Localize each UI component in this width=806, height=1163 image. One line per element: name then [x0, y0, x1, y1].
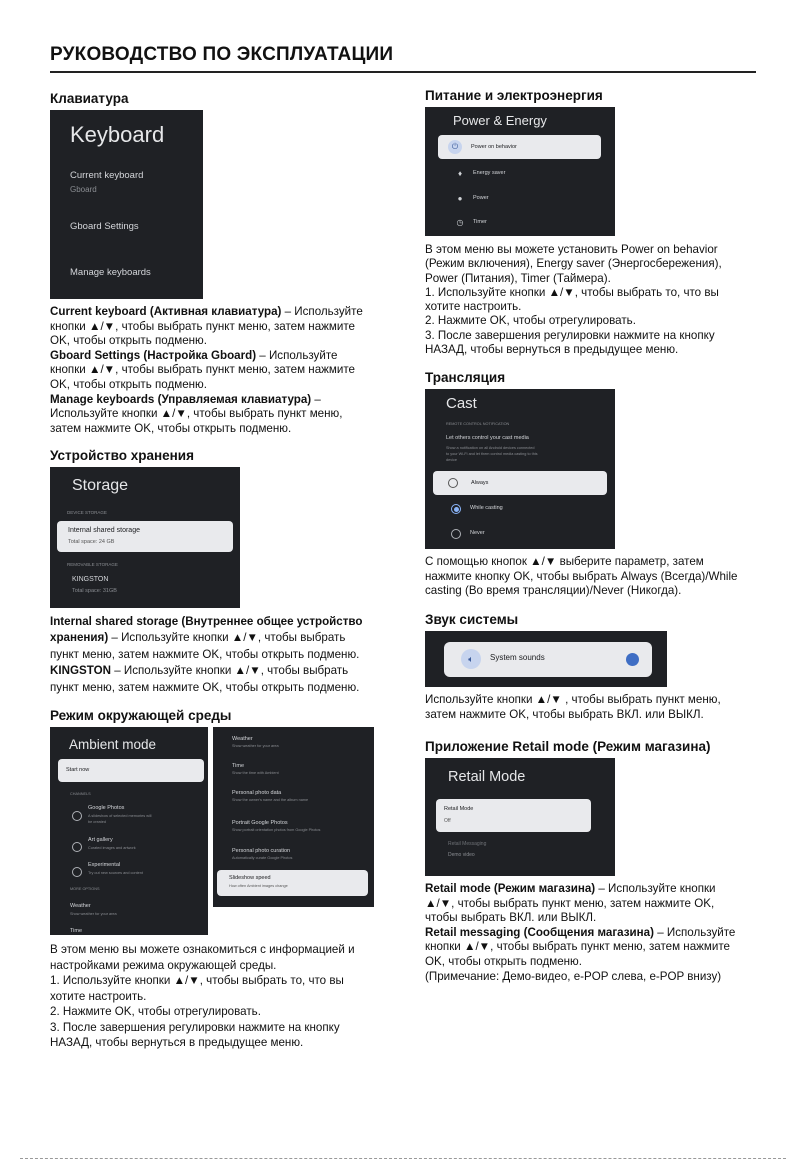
kingston-space: Total space: 31GB — [72, 588, 117, 594]
keyboard-description — [50, 305, 363, 436]
text-line: хотите настроить. — [425, 300, 522, 314]
google-photos-desc: be created — [88, 820, 106, 824]
power-bulb-icon: ● — [457, 193, 463, 203]
current-keyboard-item[interactable]: Current keyboard — [70, 170, 144, 181]
experimental-desc: Try out new sources and content — [88, 871, 143, 875]
text-line: чтобы выбрать ВКЛ. или ВЫКЛ. — [425, 911, 597, 925]
bottom-border — [20, 1158, 786, 1159]
storage-heading: Устройство хранения — [50, 448, 194, 463]
energy-saver-icon: ♦ — [457, 168, 463, 178]
keyboard-screen-title: Keyboard — [70, 122, 165, 147]
always-option[interactable] — [433, 471, 607, 495]
cast-screen — [425, 389, 615, 549]
text-line: НАЗАД, чтобы вернуться в предыдущее меню. — [50, 1036, 304, 1049]
power-on-behavior-label: Power on behavior — [471, 144, 517, 150]
text-line: OK, чтобы открыть подменю. — [50, 377, 207, 391]
google-photos-radio[interactable] — [72, 811, 82, 821]
slideshow-speed-option[interactable] — [217, 870, 368, 896]
retail-messaging-item[interactable]: Retail Messaging — [448, 841, 487, 847]
text-line: хотите настроить. — [50, 989, 147, 1003]
text-line: кнопки ▲/▼, чтобы выбрать пункт меню, затем нажмите — [50, 319, 355, 333]
retail-heading: Приложение Retail mode (Режим магазина) — [425, 739, 711, 754]
text-line: В этом меню вы можете установить Power on behavior — [425, 243, 718, 256]
storage-screen-title: Storage — [72, 477, 129, 494]
text-line: 2. Нажмите OK, чтобы отрегулировать. — [425, 314, 636, 328]
energy-saver-item[interactable]: Energy saver — [473, 170, 506, 176]
text-line: Power (Питания), Timer (Таймера). — [425, 271, 611, 285]
portrait-photos-desc: Show portrait orientation photos from Google Photos — [232, 828, 321, 832]
power-screen-title: Power & Energy — [453, 113, 547, 128]
power-item[interactable]: Power — [473, 195, 489, 201]
text-line: ▲/▼, чтобы выбрать пункт меню, затем нажмите OK, — [425, 896, 715, 910]
retail-mode-label: Retail Mode — [444, 806, 474, 812]
google-photos-desc: A slideshow of selected memories will — [88, 814, 152, 818]
start-now-label: Start now — [66, 767, 90, 773]
toggle-switch[interactable] — [626, 653, 639, 666]
text-line: KINGSTON – Используйте кнопки ▲/▼, чтобы выбрать — [50, 664, 349, 678]
text-line: 1. Используйте кнопки ▲/▼, чтобы выбрать то, что вы — [50, 974, 344, 987]
current-keyboard-value: Gboard — [70, 185, 97, 194]
ambient-screen-main — [50, 727, 208, 935]
text-line: casting (Во время трансляции)/Never (Никогда). — [425, 584, 682, 598]
retail-messaging-value: Demo video — [448, 852, 475, 858]
time-option-desc: Show the time with Ambient — [232, 771, 279, 775]
system-sounds-item[interactable] — [444, 642, 652, 677]
text-line: затем нажмите OK, чтобы выбрать ВКЛ. или ВЫКЛ. — [425, 707, 704, 721]
ambient-screen-title: Ambient mode — [69, 737, 157, 752]
retail-mode-item[interactable] — [436, 799, 591, 832]
retail-screen-title: Retail Mode — [448, 769, 526, 785]
portrait-photos-option[interactable]: Portrait Google Photos — [232, 820, 288, 826]
ambient-heading: Режим окружающей среды — [50, 708, 232, 723]
storage-description — [50, 614, 363, 696]
page-title: РУКОВОДСТВО ПО ЭКСПЛУАТАЦИИ — [50, 44, 394, 65]
art-gallery-desc: Curated images and artwork — [88, 846, 136, 850]
weather-option[interactable]: Weather — [232, 736, 253, 742]
photo-curation-option[interactable]: Personal photo curation — [232, 848, 291, 854]
text-line: НАЗАД, чтобы вернуться в предыдущее меню. — [425, 343, 679, 357]
cast-desc: device — [446, 458, 457, 462]
weather-item[interactable]: Weather — [70, 903, 91, 909]
text-line: Retail mode (Режим магазина) – Используйте кнопки — [425, 882, 716, 895]
timer-item[interactable]: Timer — [473, 219, 487, 225]
text-line: Internal shared storage (Внутреннее общее устройство — [50, 615, 363, 628]
text-line: С помощью кнопок ▲/▼ выберите параметр, затем — [425, 555, 704, 568]
text-line: Retail messaging (Сообщения магазина) – Используйте — [425, 925, 736, 939]
text-line: кнопки ▲/▼, чтобы выбрать пункт меню, затем нажмите — [425, 940, 730, 954]
experimental-item: Experimental — [88, 862, 121, 868]
cast-desc: to your Wi-Fi and let them control media casting to this — [446, 452, 538, 456]
removable-storage-label: REMOVABLE STORAGE — [67, 562, 118, 567]
let-others-control-label: Let others control your cast media — [446, 435, 529, 441]
device-storage-label: DEVICE STORAGE — [67, 510, 107, 515]
text-line: 2. Нажмите OK, чтобы отрегулировать. — [50, 1005, 261, 1018]
channels-label: CHANNELS — [70, 792, 91, 796]
never-radio[interactable] — [451, 529, 461, 539]
time-option[interactable]: Time — [232, 763, 245, 769]
text-line: пункт меню, затем нажмите OK, чтобы открыть подменю. — [50, 647, 360, 661]
internal-storage-space: Total space: 24 GB — [68, 539, 115, 545]
text-line: Manage keyboards (Управляемая клавиатура) – — [50, 392, 321, 406]
power-heading: Питание и электроэнергия — [425, 88, 603, 103]
art-gallery-item: Art gallery — [88, 837, 113, 843]
text-line: кнопки ▲/▼, чтобы выбрать пункт меню, затем нажмите — [50, 363, 355, 377]
timer-icon: ◷ — [456, 217, 464, 227]
text-line: (Примечание: Демо-видео, e-POP слева, e-POP внизу) — [425, 969, 722, 983]
text-line: затем нажмите OK, чтобы открыть подменю. — [50, 421, 292, 435]
text-line: хранения) – Используйте кнопки ▲/▼, чтобы выбрать — [50, 631, 346, 645]
sound-heading: Звук системы — [425, 612, 519, 627]
while-casting-label: While casting — [470, 505, 503, 511]
cast-heading: Трансляция — [425, 370, 506, 385]
text-line: 3. После завершения регулировки нажмите на кнопку — [425, 328, 715, 342]
while-casting-radio[interactable] — [451, 504, 461, 514]
storage-screen — [50, 467, 240, 608]
text-line: В этом меню вы можете ознакомиться с информацией и — [50, 943, 355, 956]
never-label: Never — [470, 530, 485, 536]
text-line: Gboard Settings (Настройка Gboard) – Используйте — [50, 348, 338, 362]
text-line: Current keyboard (Активная клавиатура) – Используйте — [50, 305, 363, 318]
kingston-item[interactable]: KINGSTON — [72, 576, 109, 583]
personal-photo-data-option[interactable]: Personal photo data — [232, 790, 282, 796]
text-line: Используйте кнопки ▲/▼ , чтобы выбрать пункт меню, — [425, 693, 721, 706]
text-line: OK, чтобы открыть подменю. — [50, 334, 207, 348]
system-sounds-label: System sounds — [490, 653, 545, 662]
ambient-description — [50, 942, 355, 1051]
cast-screen-title: Cast — [446, 395, 477, 412]
gboard-settings-item[interactable]: Gboard Settings — [70, 221, 139, 232]
more-options-label: MORE OPTIONS — [70, 887, 100, 891]
text-line: 3. После завершения регулировки нажмите на кнопку — [50, 1020, 340, 1034]
experimental-radio[interactable] — [72, 867, 82, 877]
manage-keyboards-item[interactable]: Manage keyboards — [70, 267, 151, 278]
power-screen — [425, 107, 615, 236]
cast-description — [425, 555, 738, 599]
volume-icon: 🔈︎ — [461, 649, 481, 669]
text-line: (Режим включения), Energy saver (Энергосбережения), — [425, 257, 722, 271]
keyboard-heading: Клавиатура — [50, 91, 129, 106]
always-radio — [448, 478, 458, 488]
art-gallery-radio[interactable] — [72, 842, 82, 852]
text-line: 1. Используйте кнопки ▲/▼, чтобы выбрать то, что вы — [425, 285, 719, 299]
slideshow-speed-desc: How often Ambient images change — [229, 884, 288, 888]
retail-screen — [425, 758, 615, 876]
remote-notification-label: REMOTE CONTROL NOTIFICATION — [446, 422, 510, 426]
ambient-screen-options — [213, 727, 374, 907]
internal-storage-label: Internal shared storage — [68, 527, 140, 534]
google-photos-item: Google Photos — [88, 805, 125, 811]
weather-desc: Show weather for your area — [70, 912, 117, 916]
text-line: нажмите кнопку OK, чтобы выбрать Always (Всегда)/While — [425, 569, 738, 583]
personal-photo-data-desc: Show the owner's name and the album name — [232, 798, 309, 802]
start-now-item[interactable] — [58, 759, 204, 782]
power-icon: ⏻ — [448, 140, 462, 154]
text-line: Используйте кнопки ▲/▼, чтобы выбрать пункт меню, — [50, 407, 343, 421]
internal-storage-item[interactable] — [57, 521, 233, 552]
retail-mode-value: Off — [444, 818, 451, 824]
cast-desc: Show a notification on all Android devices connected — [446, 446, 535, 450]
keyboard-screen — [50, 110, 203, 299]
sound-screen — [425, 631, 667, 687]
time-item[interactable]: Time — [70, 928, 83, 934]
weather-option-desc: Show weather for your area — [232, 744, 279, 748]
always-label: Always — [471, 480, 489, 486]
text-line: настройками режима окружающей среды. — [50, 958, 277, 972]
power-description — [425, 243, 722, 357]
power-on-behavior-item[interactable] — [438, 135, 601, 159]
slideshow-speed-label: Slideshow speed — [229, 875, 271, 881]
photo-curation-desc: Automatically curate Google Photos — [232, 856, 293, 860]
title-divider — [50, 71, 756, 73]
retail-description — [425, 882, 735, 984]
sound-description — [425, 693, 721, 722]
text-line: OK, чтобы открыть подменю. — [425, 954, 582, 968]
text-line: пункт меню, затем нажмите OK, чтобы открыть подменю. — [50, 680, 360, 694]
